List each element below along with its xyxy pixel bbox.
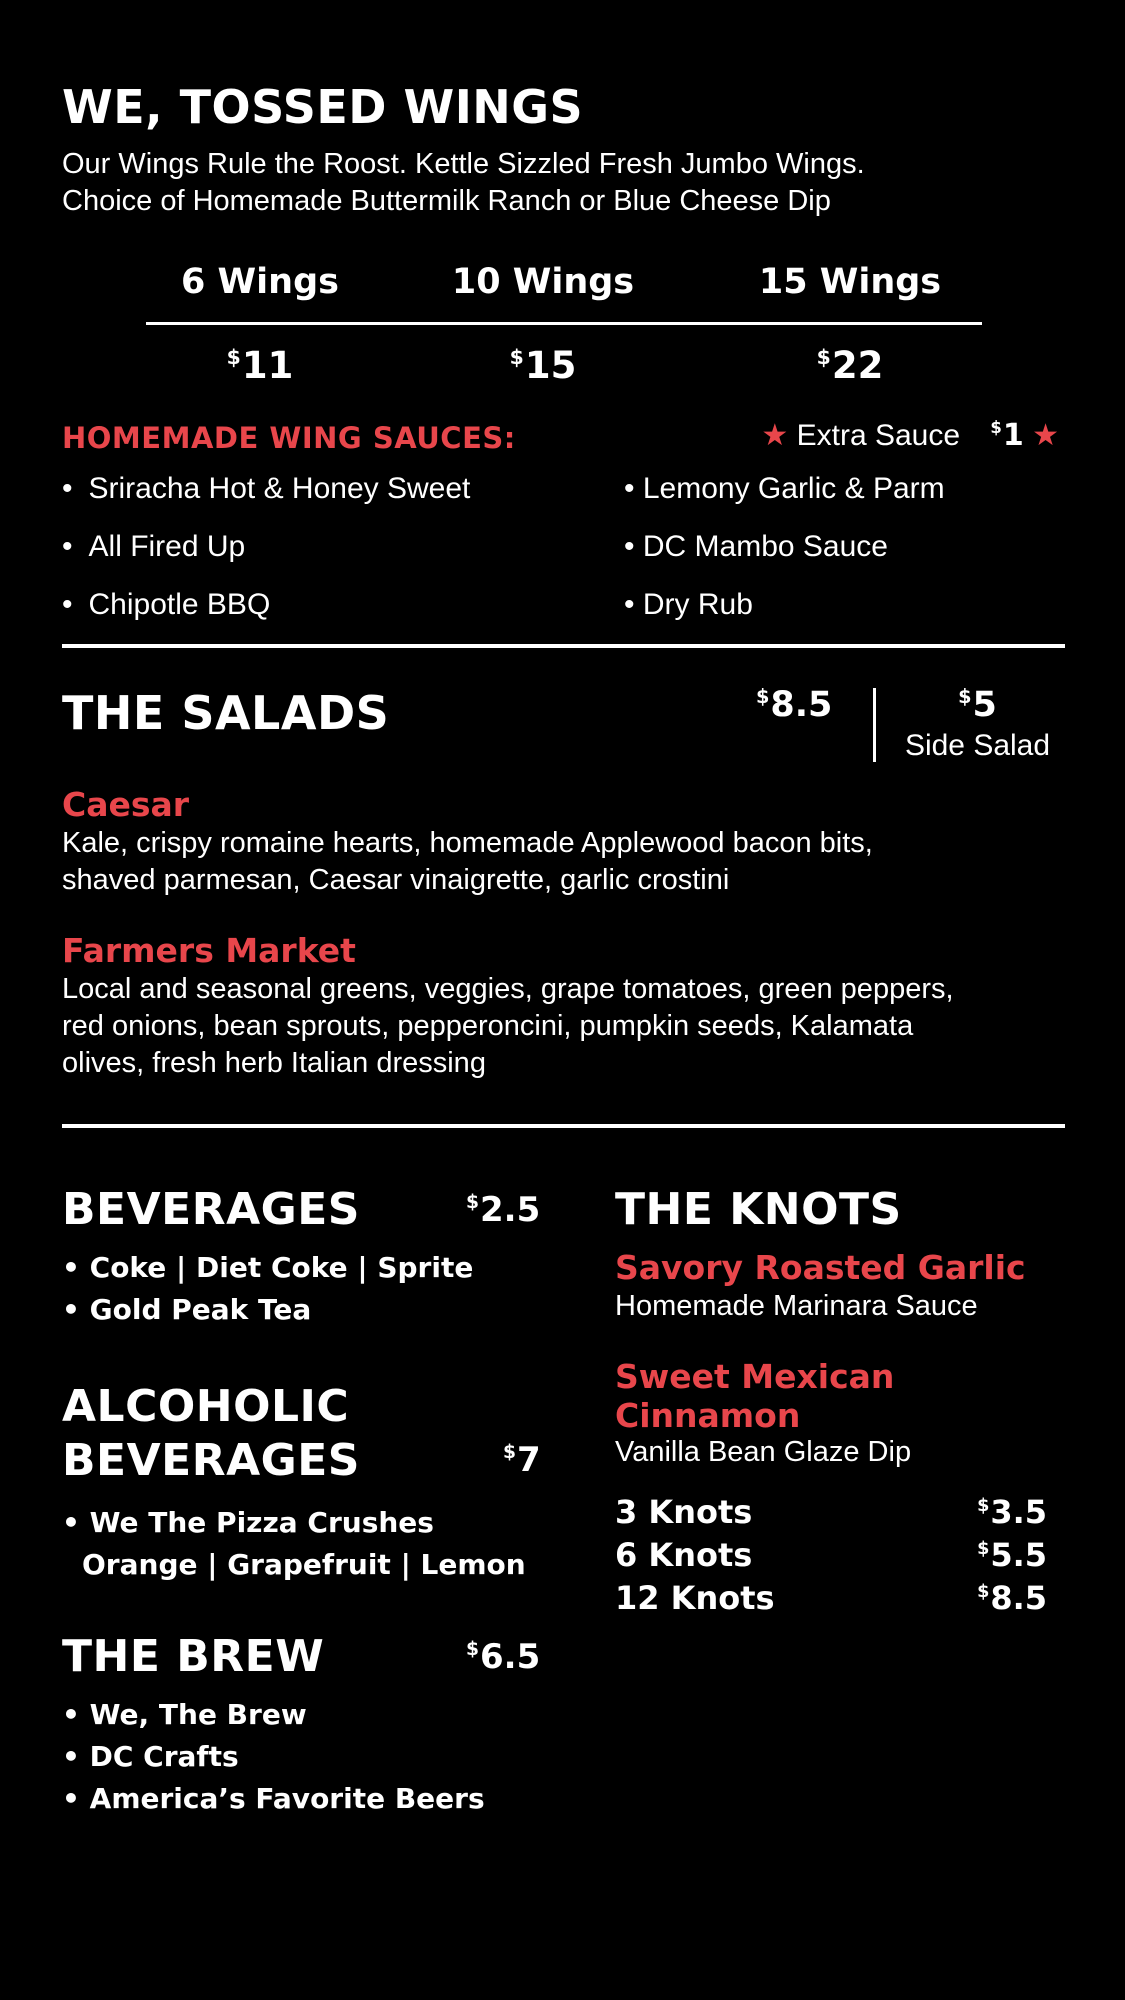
salads-title: THE SALADS: [62, 686, 390, 740]
beverage-line: • Coke | Diet Coke | Sprite: [62, 1251, 474, 1284]
knot-price: [977, 1493, 1047, 1531]
currency-symbol: $: [958, 684, 972, 708]
currency-symbol: $: [466, 1638, 480, 1660]
sauce-item: [624, 528, 888, 566]
currency-symbol: $: [509, 344, 524, 369]
salad-price-value: 8.5: [770, 685, 833, 725]
extra-sauce-label: Extra Sauce: [796, 419, 961, 452]
desc-line: Kale, crispy romaine hearts, homemade Applewood bacon bits,: [62, 827, 873, 859]
knot-name: Savory Roasted Garlic: [615, 1248, 1026, 1287]
sauce-name: Chipotle BBQ: [88, 588, 271, 621]
alcoholic-title: [62, 1380, 360, 1488]
brew-price-value: 6.5: [480, 1637, 541, 1677]
salad-price: [756, 685, 832, 725]
salad-description: [62, 825, 873, 899]
salad-description: [62, 971, 954, 1082]
knot-price: [977, 1536, 1047, 1574]
sauce-item: [62, 586, 270, 624]
extra-sauce-price-value: 1: [1002, 418, 1024, 453]
currency-symbol: $: [977, 1495, 990, 1516]
knot-size-label: 12 Knots: [615, 1579, 775, 1617]
bullet: •: [624, 472, 635, 505]
star-icon: ★: [1032, 419, 1059, 452]
section-divider: [62, 1124, 1065, 1128]
currency-symbol: $: [977, 1581, 990, 1602]
currency-symbol: $: [226, 344, 241, 369]
currency-symbol: $: [756, 684, 770, 708]
alcoholic-line: • We The Pizza Crushes: [62, 1506, 434, 1539]
currency-symbol: $: [503, 1441, 517, 1463]
wings-desc-line: Our Wings Rule the Roost. Kettle Sizzled Fresh Jumbo Wings.: [62, 148, 865, 180]
desc-line: shaved parmesan, Caesar vinaigrette, garlic crostini: [62, 864, 730, 896]
name-line: Cinnamon: [615, 1396, 801, 1435]
wings-divider: [146, 322, 982, 325]
brew-line: • DC Crafts: [62, 1740, 239, 1773]
knot-price-value: 5.5: [990, 1536, 1047, 1574]
star-icon: ★: [761, 419, 789, 452]
currency-symbol: $: [977, 1538, 990, 1559]
wings-desc-line: Choice of Homemade Buttermilk Ranch or Blue Cheese Dip: [62, 185, 831, 217]
knot-size-row: [615, 1493, 1047, 1531]
currency-symbol: $: [990, 418, 1002, 438]
wing-size-label: 15 Wings: [758, 262, 942, 302]
wing-price-value: 11: [241, 344, 294, 387]
beverages-price-value: 2.5: [480, 1190, 541, 1230]
sauces-heading: HOMEMADE WING SAUCES:: [62, 421, 516, 455]
sauce-name: DC Mambo Sauce: [642, 530, 888, 563]
wings-description: [62, 146, 865, 220]
sauce-name: All Fired Up: [88, 530, 246, 563]
knot-size-label: 6 Knots: [615, 1536, 753, 1574]
knot-description: Homemade Marinara Sauce: [615, 1290, 978, 1322]
sauce-item: [624, 470, 945, 508]
brew-line: • America’s Favorite Beers: [62, 1782, 485, 1815]
price-divider: [873, 688, 876, 762]
bullet: •: [62, 530, 73, 563]
title-line: ALCOHOLIC: [62, 1381, 350, 1432]
extra-sauce: [761, 418, 1059, 453]
beverage-line: • Gold Peak Tea: [62, 1293, 312, 1326]
beverages-price: [466, 1190, 540, 1230]
side-salad-label: Side Salad: [904, 729, 1051, 762]
side-salad-price: [895, 685, 1060, 725]
desc-line: olives, fresh herb Italian dressing: [62, 1047, 486, 1079]
name-line: Sweet Mexican: [615, 1357, 895, 1396]
knot-price: [977, 1579, 1047, 1617]
knot-description: Vanilla Bean Glaze Dip: [615, 1436, 912, 1468]
currency-symbol: $: [466, 1191, 480, 1213]
bullet: •: [62, 588, 73, 621]
sauce-name: Lemony Garlic & Parm: [642, 472, 945, 505]
salad-name: Farmers Market: [62, 931, 356, 970]
desc-line: red onions, bean sprouts, pepperoncini, pumpkin seeds, Kalamata: [62, 1010, 914, 1042]
bullet: •: [624, 530, 635, 563]
section-divider: [62, 644, 1065, 648]
brew-line: • We, The Brew: [62, 1698, 307, 1731]
extra-sauce-price: [990, 418, 1023, 453]
knot-name: [615, 1357, 894, 1435]
knots-title: THE KNOTS: [615, 1184, 902, 1235]
sauce-name: Dry Rub: [642, 588, 753, 621]
wing-size-label: 10 Wings: [451, 262, 635, 302]
alcoholic-price-value: 7: [517, 1440, 541, 1480]
wing-price-value: 15: [524, 344, 577, 387]
sauce-item: [62, 470, 470, 508]
sauce-name: Sriracha Hot & Honey Sweet: [88, 472, 471, 505]
currency-symbol: $: [816, 344, 831, 369]
side-salad-price-value: 5: [972, 685, 997, 725]
desc-line: Local and seasonal greens, veggies, grape tomatoes, green peppers,: [62, 973, 954, 1005]
sauce-item: [624, 586, 753, 624]
wing-price-value: 22: [831, 344, 884, 387]
wing-price: [130, 344, 390, 387]
knot-size-row: [615, 1579, 1047, 1617]
knot-price-value: 3.5: [990, 1493, 1047, 1531]
alcoholic-line: Orange | Grapefruit | Lemon: [82, 1548, 526, 1581]
bullet: •: [62, 472, 73, 505]
beverages-title: BEVERAGES: [62, 1184, 360, 1235]
sauce-item: [62, 528, 245, 566]
knot-price-value: 8.5: [990, 1579, 1047, 1617]
alcoholic-price: [503, 1440, 541, 1480]
wing-size-label: 6 Wings: [181, 262, 339, 302]
wings-title: WE, TOSSED WINGS: [62, 80, 584, 134]
beverages-list: [62, 1247, 473, 1331]
brew-price: [466, 1637, 540, 1677]
brew-title: THE BREW: [62, 1631, 325, 1682]
knot-size-row: [615, 1536, 1047, 1574]
brew-list: [62, 1694, 485, 1820]
knot-size-label: 3 Knots: [615, 1493, 753, 1531]
bullet: •: [624, 588, 635, 621]
title-line: BEVERAGES: [62, 1435, 360, 1486]
salad-name: Caesar: [62, 785, 190, 824]
wing-price: [413, 344, 673, 387]
wing-price: [720, 344, 980, 387]
alcoholic-list: [62, 1502, 526, 1586]
side-salad: [895, 685, 1060, 763]
